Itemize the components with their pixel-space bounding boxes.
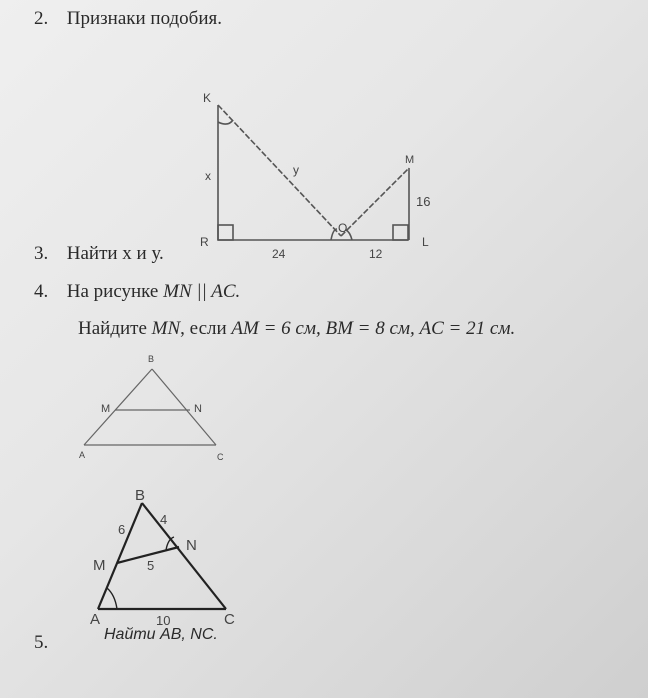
figure-1 <box>218 105 409 240</box>
question-eq: AM = 6 см, BM = 8 см, AC = 21 см. <box>231 318 516 339</box>
question-prefix: Найдите <box>78 318 152 339</box>
value-ro: 24 <box>272 247 286 261</box>
side-bc <box>152 369 216 445</box>
segment-om <box>341 168 409 236</box>
item-5-text: Найти AB, NC. <box>104 626 218 643</box>
label-m-fig3: M <box>93 557 106 574</box>
label-l: L <box>422 235 429 249</box>
item-3-text: Найти х и у. <box>66 243 164 264</box>
label-m-fig2: M <box>101 403 111 415</box>
item-2-text: Признаки подобия. <box>66 8 223 29</box>
question-var: MN <box>151 318 181 339</box>
value-ml: 16 <box>416 194 431 209</box>
angle-a-fig3 <box>107 588 117 609</box>
label-n-fig2: N <box>194 403 202 415</box>
value-bn: 4 <box>160 512 168 527</box>
segment-ko <box>218 105 341 236</box>
label-y: y <box>293 163 299 177</box>
question-rest: , если <box>180 318 232 339</box>
label-x: x <box>205 169 211 183</box>
label-n-fig3: N <box>186 537 197 554</box>
right-angle-r <box>218 225 233 240</box>
value-mn: 5 <box>147 558 155 573</box>
value-bm: 6 <box>118 522 126 537</box>
label-k: K <box>203 91 212 105</box>
label-a-fig2: A <box>79 450 86 460</box>
label-c-fig3: C <box>224 611 235 628</box>
label-c-fig2: C <box>217 452 224 462</box>
side-ab-fig3 <box>98 503 142 609</box>
label-m-fig1: M <box>405 154 415 166</box>
value-ol: 12 <box>369 247 383 261</box>
label-o: O <box>338 221 348 235</box>
value-ac: 10 <box>156 613 171 628</box>
item-4-expr: MN || AC. <box>163 281 241 302</box>
right-angle-l <box>393 225 408 240</box>
side-ab <box>84 369 152 445</box>
label-r: R <box>200 235 209 249</box>
angle-k <box>218 120 233 124</box>
label-b-fig2: B <box>148 354 155 364</box>
label-a-fig3: A <box>90 611 101 628</box>
item-3-number: 3. <box>34 243 49 264</box>
item-5-number: 5. <box>34 632 49 653</box>
label-b-fig3: B <box>135 487 146 504</box>
item-4-number: 4. <box>34 281 49 302</box>
side-bc-fig3 <box>142 503 226 609</box>
item-4-text-prefix: На рисунке <box>66 281 164 302</box>
item-2-number: 2. <box>34 8 49 29</box>
